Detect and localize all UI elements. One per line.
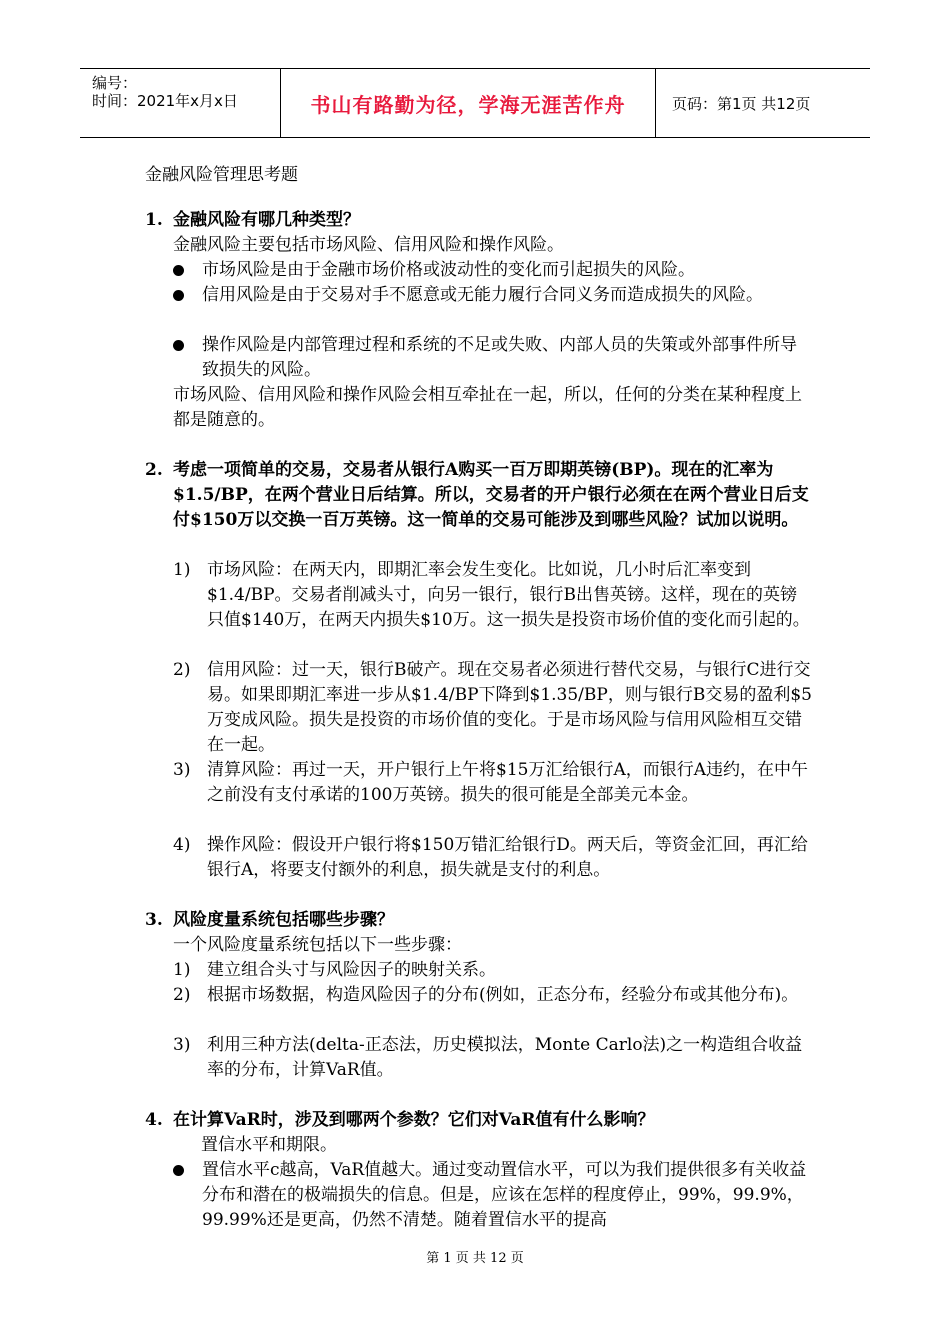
- answer-intro: 一个风险度量系统包括以下一些步骤：: [173, 935, 462, 955]
- item-text: 建立组合头寸与风险因子的映射关系。: [207, 960, 496, 980]
- item-text: 操作风险：假设开户银行将$150万错汇给银行D。两天后，等资金汇回，再汇给银行A，将要支付额外的利息，损失就是支付的利息。: [207, 835, 808, 880]
- bullet-item: [173, 333, 813, 383]
- question-text: 金融风险有哪几种类型？: [173, 210, 360, 230]
- header-motto: 书山有路勤为径，学海无涯苦作舟: [281, 69, 656, 137]
- bullet-text: 市场风险是由于金融市场价格或波动性的变化而引起损失的风险。: [202, 260, 695, 280]
- question-number: 3.: [145, 910, 163, 930]
- header-meta: [80, 69, 281, 137]
- question-text: 在计算VaR时，涉及到哪两个参数？它们对VaR值有什么影响？: [173, 1110, 655, 1130]
- list-item: [173, 558, 813, 633]
- list-item: [173, 1033, 813, 1083]
- question-2: [145, 458, 817, 533]
- page-footer: 第 1 页 共 12 页: [426, 1251, 524, 1266]
- document-title: 金融风险管理思考题: [145, 165, 298, 185]
- item-number: 1): [173, 960, 191, 980]
- item-text: 市场风险：在两天内，即期汇率会发生变化。比如说，几小时后汇率变到$1.4/BP。交易者削减头寸，向另一银行，银行B出售英镑。这样，现在的英镑只值$140万，在两天内损失$10万。这一损失是投资市场价值的变化而引起的。: [207, 560, 810, 630]
- item-number: 4): [173, 835, 191, 855]
- bullet-item: [173, 283, 813, 308]
- doc-number-label: 编号：: [92, 74, 138, 92]
- page-info-text: 页码：第1页 共12页: [672, 94, 811, 113]
- question-1: [145, 208, 825, 233]
- answer-intro: 置信水平和期限。: [201, 1135, 337, 1155]
- question-number: 4.: [145, 1110, 163, 1130]
- item-text: 利用三种方法(delta-正态法，历史模拟法，Monte Carlo法)之一构造组合收益率的分布，计算VaR值。: [207, 1035, 803, 1080]
- item-text: 清算风险：再过一天，开户银行上午将$15万汇给银行A，而银行A违约，在中午之前没有支付承诺的100万英镑。损失的很可能是全部美元本金。: [207, 760, 808, 805]
- item-text: 根据市场数据，构造风险因子的分布(例如，正态分布，经验分布或其他分布)。: [207, 985, 799, 1005]
- header-page-info: [666, 69, 870, 137]
- item-number: 2): [173, 985, 191, 1005]
- list-item: [173, 983, 813, 1008]
- item-number: 3): [173, 760, 191, 780]
- bullet-text: 置信水平c越高，VaR值越大。通过变动置信水平，可以为我们提供很多有关收益分布和潜在的极端损失的信息。但是，应该在怎样的程度停止，99%，99.9%，99.99%还是更高，仍然不清楚。随着置信水平的提高: [202, 1160, 807, 1230]
- list-item: [173, 758, 813, 808]
- item-number: 2): [173, 660, 191, 680]
- page-header: [80, 68, 870, 138]
- bullet-item: [173, 1158, 813, 1233]
- doc-date-label: 时间：2021年x月x日: [92, 92, 238, 110]
- bullet-text: 操作风险是内部管理过程和系统的不足或失败、内部人员的失策或外部事件所导致损失的风险。: [202, 335, 797, 380]
- bullet-text: 信用风险是由于交易对手不愿意或无能力履行合同义务而造成损失的风险。: [202, 285, 763, 305]
- question-3: [145, 908, 825, 933]
- question-4: [145, 1108, 825, 1133]
- item-text: 信用风险：过一天，银行B破产。现在交易者必须进行替代交易，与银行C进行交易。如果即期汇率进一步从$1.4/BP下降到$1.35/BP，则与银行B交易的盈利$5万变成风险。损失是投资的市场价值的变化。于是市场风险与信用风险相互交错在一起。: [207, 660, 812, 755]
- list-item: [173, 958, 823, 983]
- list-item: [173, 658, 813, 758]
- bullet-dot: [173, 340, 184, 351]
- answer-intro: 金融风险主要包括市场风险、信用风险和操作风险。: [173, 235, 564, 255]
- list-item: [173, 833, 823, 883]
- question-number: 1.: [145, 210, 163, 230]
- item-number: 3): [173, 1035, 191, 1055]
- bullet-dot: [173, 1165, 184, 1176]
- question-text: 风险度量系统包括哪些步骤？: [173, 910, 394, 930]
- question-text: 考虑一项简单的交易，交易者从银行A购买一百万即期英镑(BP)。现在的汇率为$1.5/BP，在两个营业日后结算。所以，交易者的开户银行必须在在两个营业日后支付$150万以交换一百万英镑。这一简单的交易可能涉及到哪些风险？试加以说明。: [173, 460, 809, 530]
- answer-conclusion: 市场风险、信用风险和操作风险会相互牵扯在一起，所以，任何的分类在某种程度上都是随意的。: [173, 385, 802, 430]
- question-number: 2.: [145, 460, 163, 480]
- item-number: 1): [173, 560, 191, 580]
- bullet-dot: [173, 290, 184, 301]
- bullet-dot: [173, 265, 184, 276]
- bullet-item: [173, 258, 813, 283]
